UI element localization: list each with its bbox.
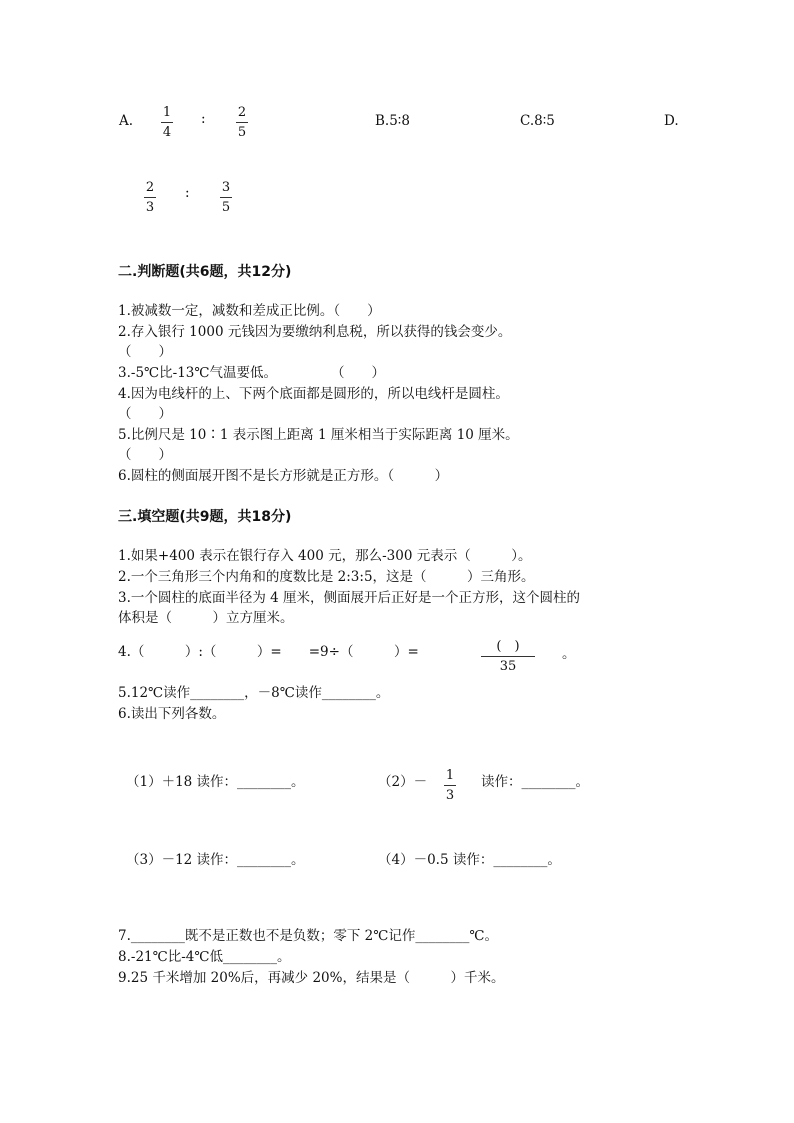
fill-question-3-line-2: 体积是（ ）立方厘米。 bbox=[118, 610, 294, 626]
fill-question-6-part-2: 读作：________。 bbox=[481, 774, 589, 790]
fill-question-6-part-2-prefix: （2）－ bbox=[378, 774, 428, 790]
option-d-separator: : bbox=[185, 185, 190, 201]
judge-question-4: 4.因为电线杆的上、下两个底面都是圆形的，所以电线杆是圆柱。 bbox=[118, 386, 509, 402]
section-2-heading: 二.判断题(共6题，共12分) bbox=[118, 264, 292, 280]
fill-question-6-part-3: （3）－12 读作：________。 bbox=[126, 852, 305, 868]
option-c: C.8∶5 bbox=[520, 113, 555, 129]
fill-question-6-part-1: （1）＋18 读作：________。 bbox=[126, 774, 305, 790]
fill-question-4: 4.（ ）:（ ）= =9÷（ ）= bbox=[118, 644, 419, 660]
fill-question-6-part-4: （4）－0.5 读作：________。 bbox=[378, 852, 561, 868]
fill-question-9: 9.25 千米增加 20%后，再减少 20%，结果是（ ）千米。 bbox=[118, 970, 505, 986]
judge-question-2: 2.存入银行 1000 元钱因为要缴纳利息税，所以获得的钱会变少。 bbox=[118, 324, 512, 340]
judge-question-3: 3.-5℃比-13℃气温要低。 （ ） bbox=[118, 365, 385, 381]
option-b: B.5∶8 bbox=[375, 113, 410, 129]
fill-question-4-fraction: ( ) 35 bbox=[480, 640, 536, 673]
option-a-separator: : bbox=[201, 111, 206, 127]
judge-question-5-bracket: （ ） bbox=[118, 447, 172, 463]
option-a-fraction-2: 2 5 bbox=[237, 105, 247, 140]
fill-question-7: 7.________既不是正数也不是负数；零下 2℃记作________℃。 bbox=[118, 928, 498, 944]
fill-question-8: 8.-21℃比-4℃低________。 bbox=[118, 949, 291, 965]
judge-question-5: 5.比例尺是 10∶1 表示图上距离 1 厘米相当于实际距离 10 厘米。 bbox=[118, 427, 519, 443]
fill-question-5: 5.12℃读作________，－8℃读作________。 bbox=[118, 685, 390, 701]
fill-question-6-part-2-fraction: 1 3 bbox=[445, 768, 455, 803]
option-d-label: D. bbox=[664, 113, 679, 129]
judge-question-1: 1.被减数一定，减数和差成正比例。（ ） bbox=[118, 303, 381, 319]
section-3-heading: 三.填空题(共9题，共18分) bbox=[118, 509, 292, 525]
fill-question-6: 6.读出下列各数。 bbox=[118, 706, 226, 722]
judge-question-6: 6.圆柱的侧面展开图不是长方形就是正方形。（ ） bbox=[118, 468, 449, 484]
option-a-label: A. bbox=[119, 113, 134, 129]
option-a-fraction-1: 1 4 bbox=[162, 105, 172, 140]
option-d-fraction-2: 3 5 bbox=[221, 180, 231, 215]
fill-question-3-line-1: 3.一个圆柱的底面半径为 4 厘米，侧面展开后正好是一个正方形，这个圆柱的 bbox=[118, 590, 581, 606]
fill-question-1: 1.如果+400 表示在银行存入 400 元，那么-300 元表示（ ）。 bbox=[118, 548, 532, 564]
judge-question-4-bracket: （ ） bbox=[118, 406, 172, 422]
judge-question-2-bracket: （ ） bbox=[118, 344, 172, 360]
option-d-fraction-1: 2 3 bbox=[145, 180, 155, 215]
fill-question-2: 2.一个三角形三个内角和的度数比是 2:3:5，这是（ ）三角形。 bbox=[118, 569, 535, 585]
fill-question-4-end: 。 bbox=[562, 646, 576, 662]
